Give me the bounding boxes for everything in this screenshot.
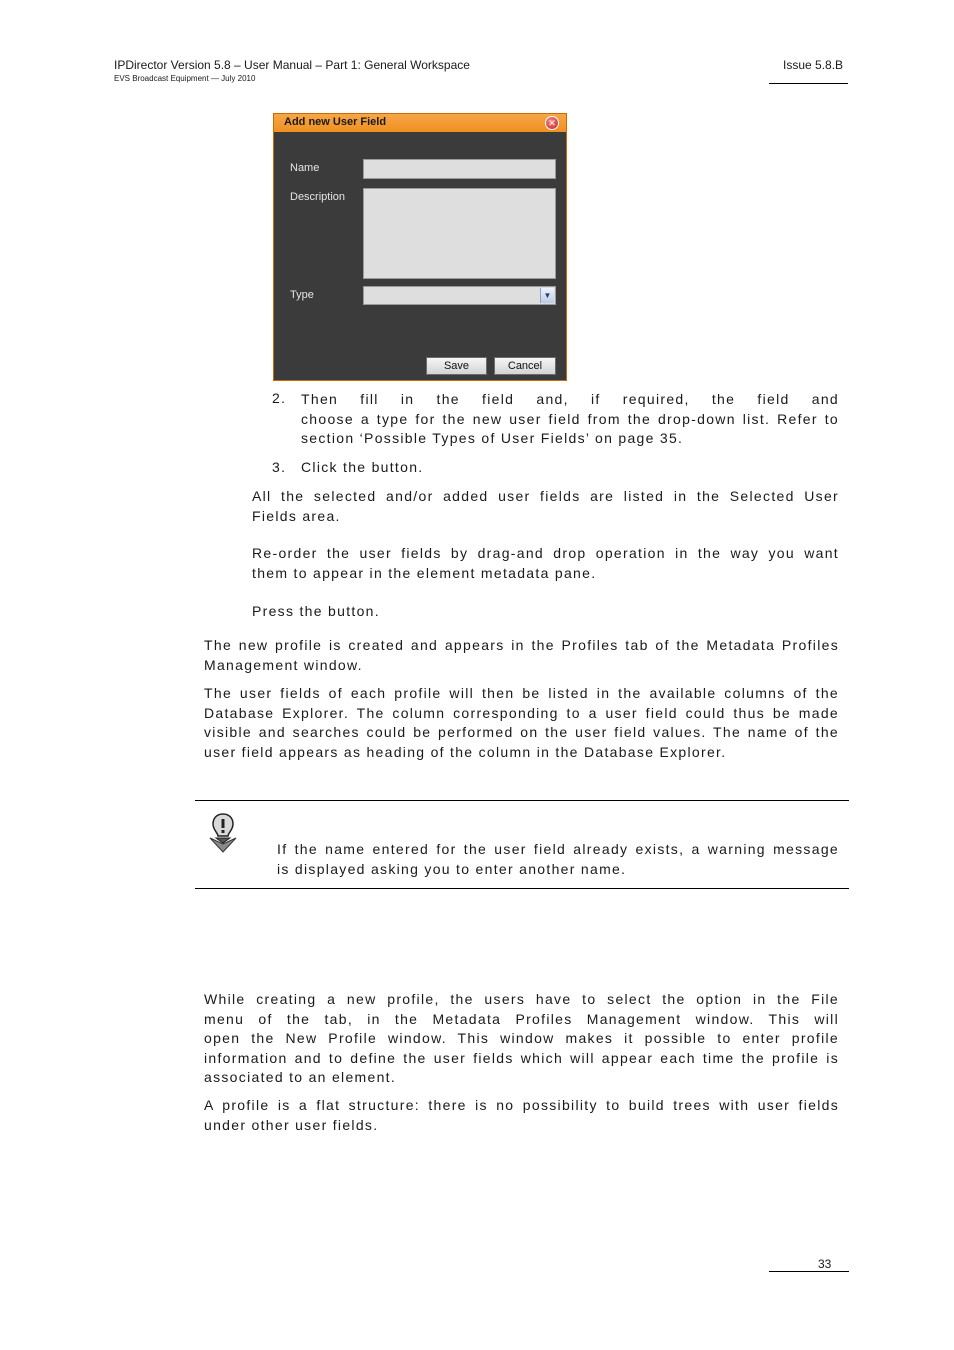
cancel-button[interactable]: Cancel	[494, 357, 556, 375]
dialog-title: Add new User Field	[284, 116, 387, 128]
step-2-text: Then fill in the field and, if required, the field and choose a type for the new user field from the drop-down list. Refer to section ‘Possible Types of User Fields’ on page 35.	[301, 391, 839, 446]
paragraph-user-fields: The user fields of each profile will then be listed in the available columns of the Database Explorer. The column corresponding to a user field could thus be made visible and searches could be performed on the user field values. The name of the user field appears as heading of the column in the Database Explorer.	[204, 685, 839, 760]
type-select[interactable]	[363, 286, 556, 305]
paragraph-press: Press the button.	[252, 603, 380, 619]
note-bottom-rule	[195, 888, 849, 889]
page-number: 33	[818, 1257, 832, 1271]
header-subtitle: EVS Broadcast Equipment — July 2010	[114, 74, 256, 83]
header-issue: Issue 5.8.B	[783, 58, 844, 72]
add-user-field-dialog	[273, 113, 567, 381]
paragraph-flat-structure: A profile is a flat structure: there is no possibility to build trees with user fields under other user fields.	[204, 1097, 839, 1133]
header-title: IPDirector Version 5.8 – User Manual – Part 1: General Workspace	[114, 58, 470, 72]
chevron-down-icon[interactable]: ▼	[540, 288, 554, 303]
paragraph-reorder: Re-order the user fields by drag-and drop operation in the way you want them to appear in the element metadata pane.	[252, 545, 839, 581]
header-rule	[769, 83, 848, 84]
close-icon[interactable]: ✕	[545, 116, 559, 130]
dialog-titlebar	[274, 114, 566, 132]
description-label: Description	[290, 191, 346, 203]
description-input[interactable]	[363, 188, 556, 279]
step-number: 2.	[272, 390, 287, 406]
save-button[interactable]: Save	[426, 357, 487, 375]
step-number: 3.	[272, 459, 287, 475]
step-3-text: Click the button.	[301, 459, 424, 475]
note-top-rule	[195, 800, 849, 801]
paragraph-profile-created: The new profile is created and appears in the Profiles tab of the Metadata Profiles Management window.	[204, 637, 839, 673]
type-label: Type	[290, 289, 314, 301]
name-input[interactable]	[363, 159, 556, 179]
footer-rule	[769, 1271, 849, 1272]
note-pin-icon	[206, 812, 240, 854]
paragraph-creating-profile: While creating a new profile, the users have to select the option in the File menu of the tab, in the Metadata Profiles Management window. This will open the New Profile window. This window makes it possible to enter profile information and to define the user fields which will appear each time the profile is associated to an element.	[204, 991, 839, 1085]
paragraph-selected-fields: All the selected and/or added user fields are listed in the Selected User Fields area.	[252, 488, 839, 524]
name-label: Name	[290, 162, 320, 174]
note-text: If the name entered for the user field already exists, a warning message is displayed asking you to enter another name.	[277, 841, 839, 877]
